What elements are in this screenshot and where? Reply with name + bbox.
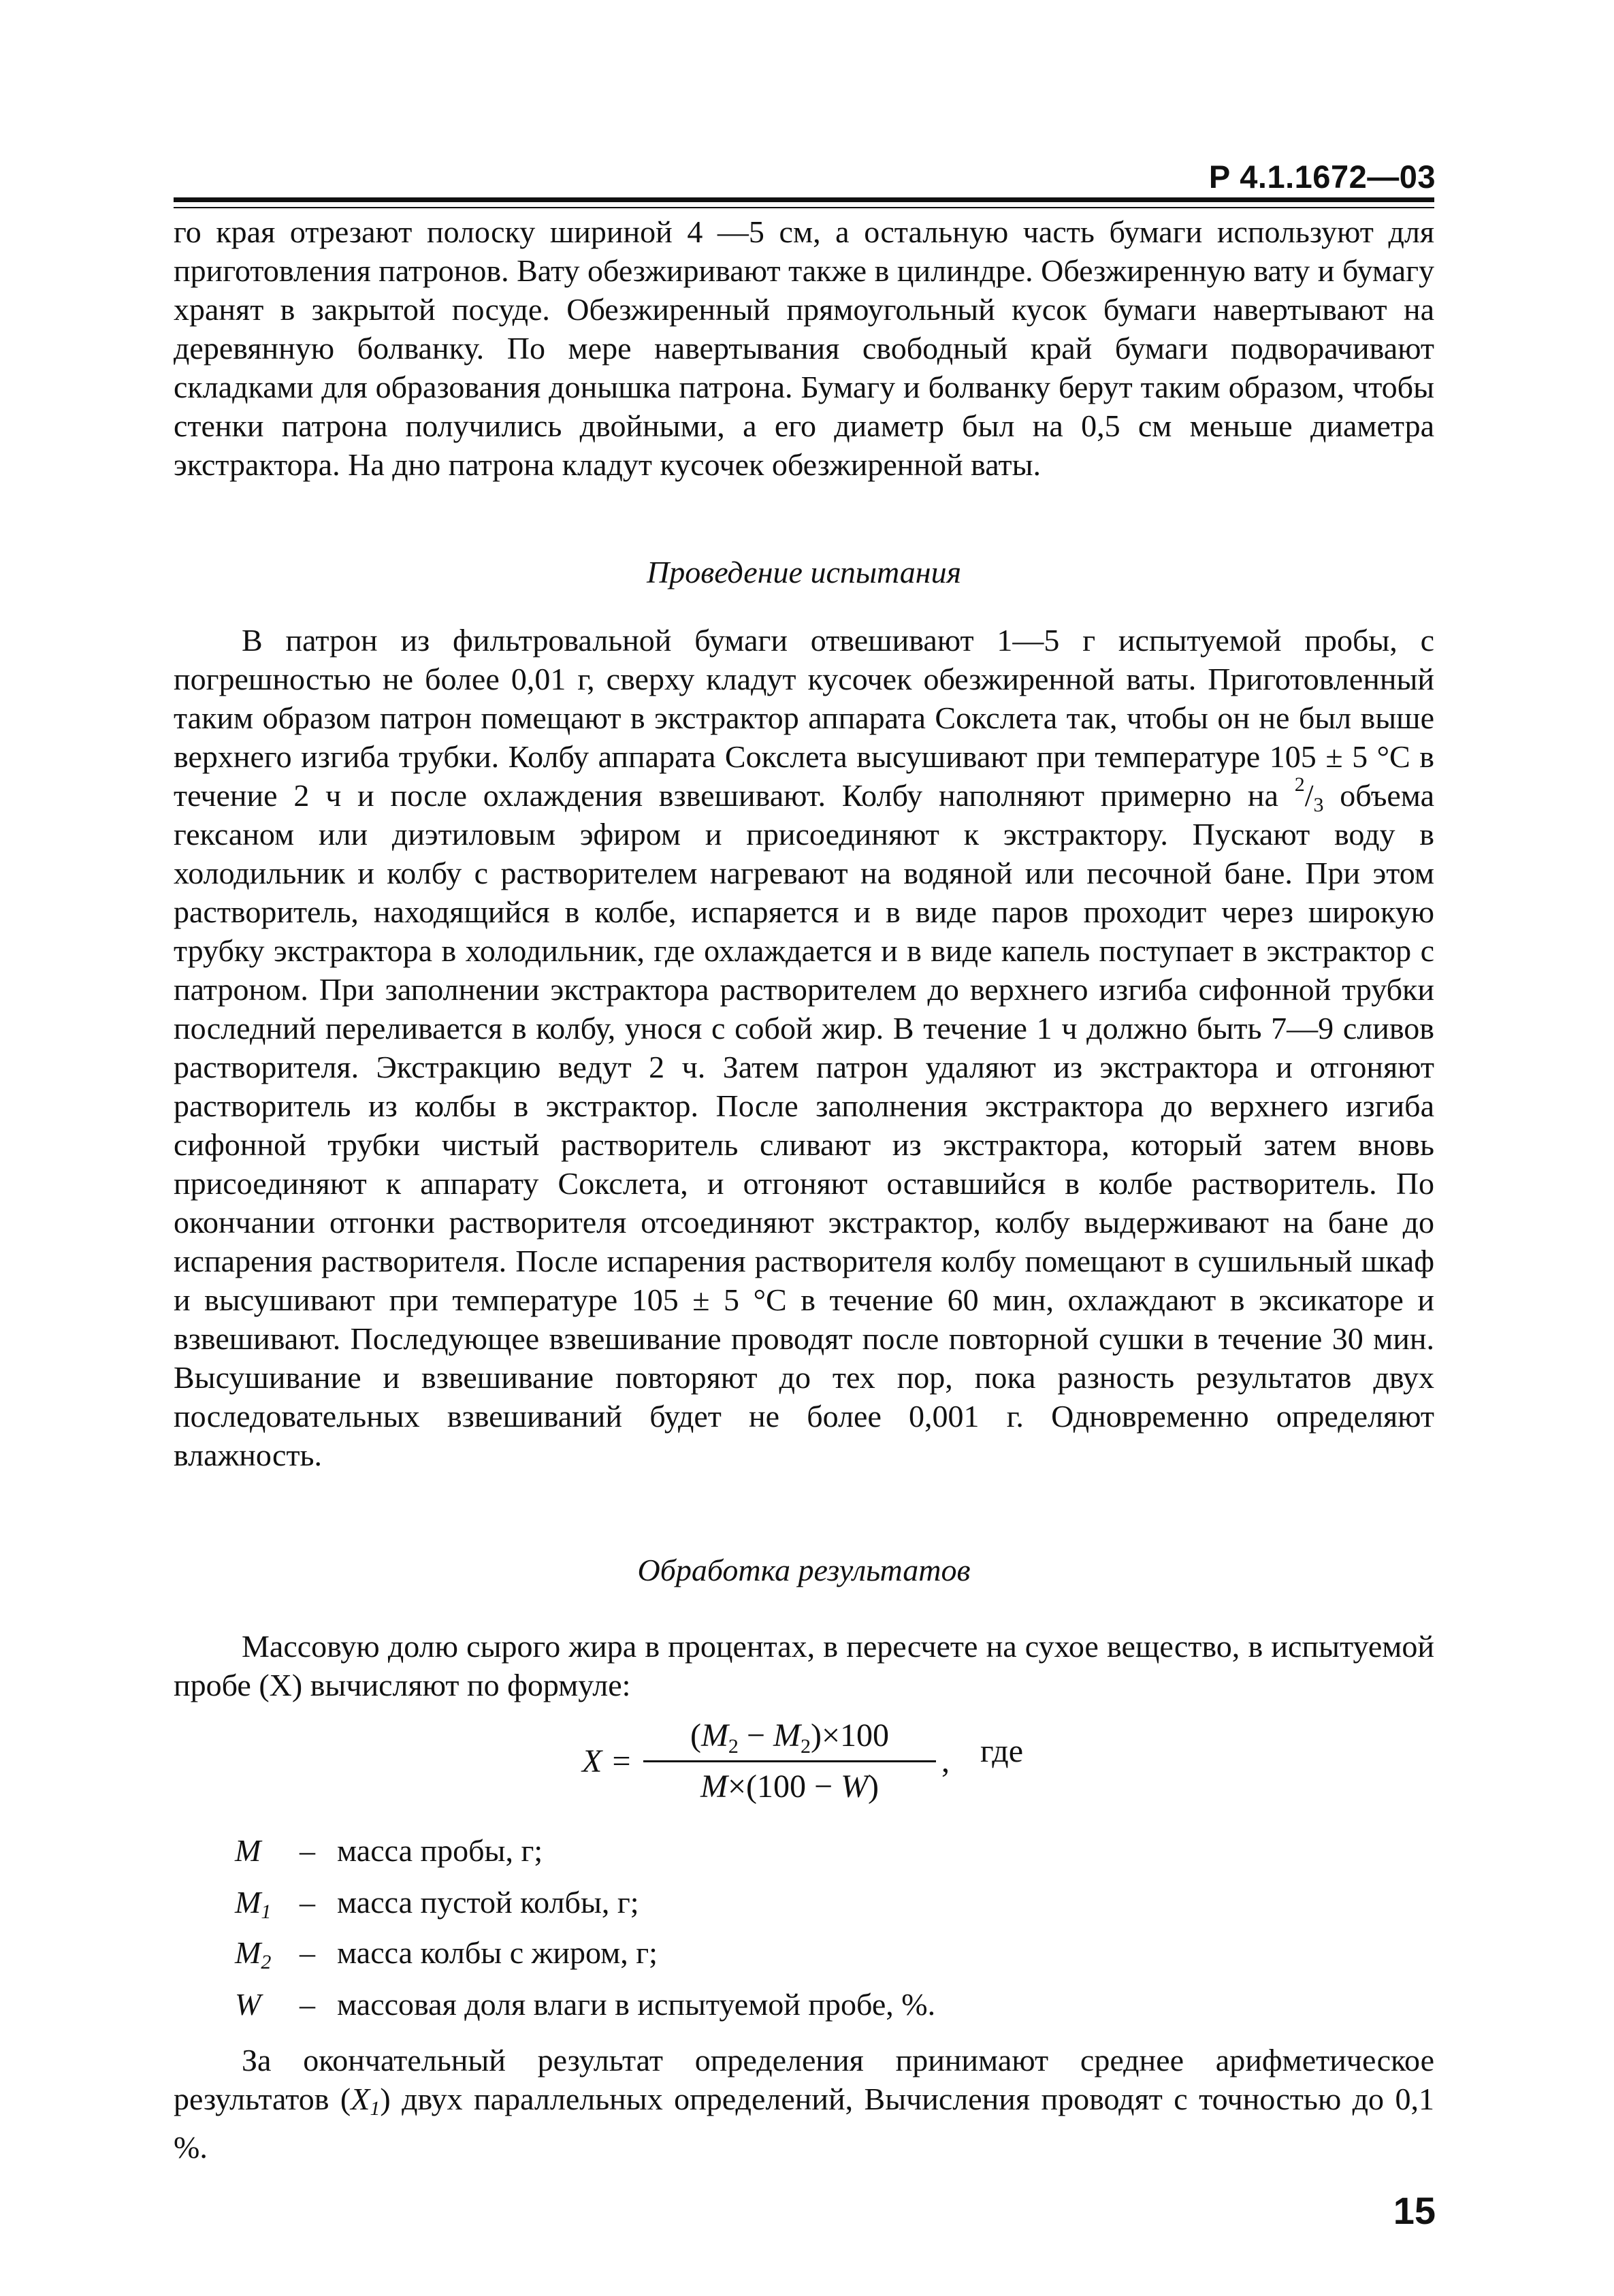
document-code: Р 4.1.1672—03 <box>1208 159 1436 195</box>
final-text-before: За окончательный результат определения принимают среднее арифметическое результатов ( <box>174 2043 1434 2116</box>
formula-comma: , <box>941 1743 950 1779</box>
formula-symbol-m: M <box>773 1717 801 1753</box>
section3-heading: Обработка результатов <box>637 1553 971 1587</box>
formula-symbol-m: M <box>700 1717 728 1753</box>
definition-symbol: M2 <box>235 1935 272 1973</box>
formula-paren-close: )×100 <box>810 1717 890 1753</box>
final-symbol-subscript: 1 <box>370 2097 381 2120</box>
final-text-after: ) двух параллельных определений, Вычисления проводят с точностью до 0,1 %. <box>174 2082 1434 2165</box>
section2-paragraph <box>174 621 1434 1474</box>
formula-subscript: 2 <box>728 1735 739 1758</box>
page-number: 15 <box>1393 2189 1436 2232</box>
header-rule-thick <box>174 197 1434 202</box>
definition-text: масса пустой колбы, г; <box>337 1885 639 1920</box>
formula-symbol-w: W <box>841 1768 869 1805</box>
definition-text: масса пробы, г; <box>337 1833 543 1868</box>
final-paragraph <box>174 2041 1434 2167</box>
definition-text: масса колбы с жиром, г; <box>337 1935 658 1970</box>
definition-symbol: W <box>235 1987 261 2022</box>
definition-text: массовая доля влаги в испытуемой пробе, %. <box>337 1987 936 2022</box>
definition-symbol: M <box>235 1833 261 1868</box>
section1-paragraph: го края отрезают полоску шириной 4 —5 см, а остальную часть бумаги используют для приготовления патронов. Вату обезжиривают также в цилиндре. Обезжиренную вату и бумагу хранят в закрытой посуде. Обезжиренный прямоугольный кусок бумаги навертывают на деревянную болванку. По мере навертывания свободный край бумаги подворачивают складками для образования донышка патрона. Бумагу и болванку берут таким образом, чтобы стенки патрона получились двойными, а его диаметр был на 0,5 см меньше диаметра экстрактора. На дно патрона кладут кусочек обезжиренной ваты. <box>174 214 1434 482</box>
formula <box>582 1715 1072 1817</box>
fraction-denominator: 3 <box>1313 794 1324 816</box>
formula-paren-close: ) <box>868 1768 879 1805</box>
formula-where: где <box>980 1733 1024 1769</box>
definition-item <box>235 1933 1392 1982</box>
section2-text-after: объема гексаном или диэтиловым эфиром и присоединяют к экстрактору. Пускают воду в холодильник и колбу с растворителем нагревают на водяной или песочной бане. При этом растворитель, находящийся в колбе, испаряется и в виде паров проходит через широкую трубку экстрактора в холодильник, где охлаждается и в виде капель поступает в экстрактор с патроном. При заполнении экстрактора растворителем до верхнего изгиба сифонной трубки последний переливается в колбу, унося с собой жир. В течение 1 ч должно быть 7—9 сливов растворителя. Экстракцию ведут 2 ч. Затем патрон удаляют из экстрактора и отгоняют растворитель из колбы в экстрактор. После заполнения экстрактора до верхнего изгиба сифонной трубки чистый растворитель сливают из экстрактора, который затем вновь присоединяют к аппарату Сокслета, и отгоняют оставшийся в колбе растворитель. По окончании отгонки растворителя отсоединяют экстрактор, колбу выдерживают на бане до испарения растворителя. После испарения растворителя колбу помещают в сушильный шкаф и высушивают при температуре 105 ± 5 °С в течение 60 мин, охлаждают в эксикаторе и взвешивают. Последующее взвешивание проводят после повторной сушки в течение 30 мин. Высушивание и взвешивание повторяют до тех пор, пока разность результатов двух последовательных взвешиваний будет не более 0,001 г. Одновременно определяют влажность. <box>174 778 1434 1472</box>
section3-intro: Массовую долю сырого жира в процентах, в пересчете на сухое вещество, в испытуемой пробе (X) вычисляют по формуле: <box>174 1629 1434 1702</box>
definition-item <box>235 1883 1392 1931</box>
definition-symbol: M1 <box>235 1885 272 1923</box>
definition-item <box>235 1831 1392 1879</box>
definition-dash: – <box>300 1935 315 1970</box>
formula-fraction <box>643 1715 936 1807</box>
section2-text-before: В патрон из фильтровальной бумаги отвешивают 1—5 г испытуемой пробы, с погрешностью не более 0,01 г, сверху кладут кусочек обезжиренной ваты. Приготовленный таким образом патрон помещают в экстрактор аппарата Сокслета так, чтобы он не был выше верхнего изгиба трубки. Колбу аппарата Сокслета высушивают при температуре 105 ± 5 °С в течение 2 ч и после охлаждения взвешивают. Колбу наполняют примерно на <box>174 623 1434 813</box>
formula-lhs: X = <box>582 1743 632 1779</box>
formula-minus: − <box>738 1717 773 1753</box>
formula-denominator-text: ×(100 − <box>727 1768 841 1805</box>
header-rule-thin <box>174 207 1434 208</box>
fraction-numerator: 2 <box>1294 773 1305 796</box>
formula-numerator <box>643 1715 936 1756</box>
fraction-bar <box>643 1760 936 1762</box>
definition-item <box>235 1985 1392 2033</box>
section2-heading: Проведение испытания <box>647 555 961 589</box>
formula-paren-open: ( <box>690 1717 701 1753</box>
definition-dash: – <box>300 1833 315 1868</box>
formula-subscript: 2 <box>800 1735 811 1758</box>
final-symbol: X <box>351 2082 370 2116</box>
definition-dash: – <box>300 1987 315 2022</box>
fraction-slash: / <box>1304 778 1314 813</box>
formula-denominator <box>643 1766 936 1807</box>
formula-symbol-m: M <box>700 1768 728 1805</box>
definition-dash: – <box>300 1885 315 1920</box>
